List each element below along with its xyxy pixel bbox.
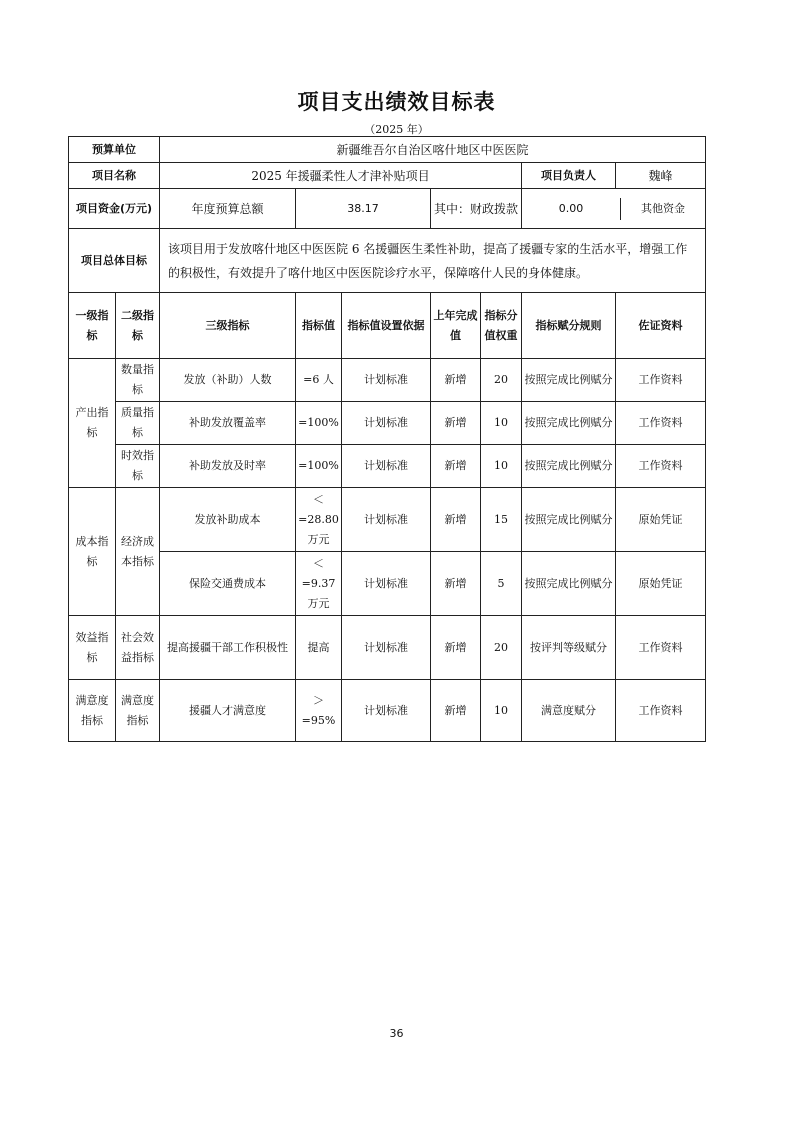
table-row: [69, 616, 706, 680]
evidence-cell: 工作资料: [616, 445, 706, 488]
project-name-row: [69, 163, 706, 189]
group-output: 产出指标: [69, 359, 116, 488]
group-cost: 成本指标: [69, 488, 116, 616]
rule-cell: 按评判等级赋分: [522, 616, 616, 680]
last-year-cell: 新增: [431, 359, 481, 402]
value-cell: =6 人: [296, 359, 342, 402]
performance-table: [68, 136, 706, 742]
indicator-cell: 补助发放及时率: [160, 445, 296, 488]
last-year-cell: 新增: [431, 680, 481, 742]
rule-cell: 满意度赋分: [522, 680, 616, 742]
subgroup-economic-cost: 经济成本指标: [116, 488, 160, 616]
indicator-cell: 援疆人才满意度: [160, 680, 296, 742]
value-cell: [296, 552, 342, 616]
weight-cell: 10: [481, 445, 522, 488]
indicator-cell: 发放补助成本: [160, 488, 296, 552]
rule-cell: 按照完成比例赋分: [522, 402, 616, 445]
value-cell: [296, 488, 342, 552]
header-evidence: 佐证资料: [616, 293, 706, 359]
basis-cell: 计划标准: [342, 402, 431, 445]
rule-cell: 按照完成比例赋分: [522, 552, 616, 616]
header-rule: 指标赋分规则: [522, 293, 616, 359]
value-cell: =100%: [296, 402, 342, 445]
subgroup-timeliness: 时效指标: [116, 445, 160, 488]
table-row: [69, 402, 706, 445]
table-row: [69, 552, 706, 616]
header-basis: 指标值设置依据: [342, 293, 431, 359]
header-level3: 三级指标: [160, 293, 296, 359]
last-year-cell: 新增: [431, 552, 481, 616]
header-last-year: 上年完成值: [431, 293, 481, 359]
annual-budget-label: 年度预算总额: [160, 189, 296, 229]
table-row: [69, 359, 706, 402]
basis-cell: 计划标准: [342, 488, 431, 552]
indicator-cell: 补助发放覆盖率: [160, 402, 296, 445]
overall-goal-label: 项目总体目标: [69, 229, 160, 293]
weight-cell: 20: [481, 616, 522, 680]
fiscal-label: 其中：财政拨款: [431, 189, 522, 229]
rule-cell: 按照完成比例赋分: [522, 445, 616, 488]
weight-cell: 10: [481, 680, 522, 742]
last-year-cell: 新增: [431, 402, 481, 445]
indicator-cell: 保险交通费成本: [160, 552, 296, 616]
evidence-cell: 工作资料: [616, 680, 706, 742]
subgroup-social-benefit: 社会效益指标: [116, 616, 160, 680]
page-title: 项目支出绩效目标表: [297, 90, 496, 114]
weight-cell: 15: [481, 488, 522, 552]
rule-cell: 按照完成比例赋分: [522, 359, 616, 402]
year-label: （2025 年）: [364, 123, 429, 136]
header-value: 指标值: [296, 293, 342, 359]
group-benefit: 效益指标: [69, 616, 116, 680]
basis-cell: 计划标准: [342, 359, 431, 402]
value-symbol: ＜: [313, 492, 324, 506]
weight-cell: 20: [481, 359, 522, 402]
other-funds-label: 其他资金: [641, 201, 686, 215]
project-name-value: 2025 年援疆柔性人才津补贴项目: [160, 163, 522, 189]
evidence-cell: 原始凭证: [616, 488, 706, 552]
value-text: =95%: [301, 713, 336, 727]
value-cell: =100%: [296, 445, 342, 488]
evidence-cell: 工作资料: [616, 402, 706, 445]
header-level1: 一级指标: [69, 293, 116, 359]
subgroup-quantity: 数量指标: [116, 359, 160, 402]
unit-value: 新疆维吾尔自治区喀什地区中医医院: [160, 137, 706, 163]
evidence-cell: 工作资料: [616, 359, 706, 402]
unit-label: 预算单位: [69, 137, 160, 163]
value-symbol: ＜: [313, 556, 324, 570]
weight-cell: 10: [481, 402, 522, 445]
funds-row: [69, 189, 706, 229]
evidence-cell: 原始凭证: [616, 552, 706, 616]
project-name-label: 项目名称: [69, 163, 160, 189]
page-number: 36: [389, 1027, 404, 1040]
header-weight: 指标分值权重: [481, 293, 522, 359]
value-text: =28.80 万元: [298, 512, 339, 546]
basis-cell: 计划标准: [342, 445, 431, 488]
table-row: [69, 680, 706, 742]
header-row: [69, 293, 706, 359]
last-year-cell: 新增: [431, 445, 481, 488]
header-level2: 二级指标: [116, 293, 160, 359]
value-symbol: ＞: [313, 693, 324, 707]
funds-label: 项目资金(万元): [69, 189, 160, 229]
table-row: [69, 445, 706, 488]
basis-cell: 计划标准: [342, 680, 431, 742]
value-cell: [296, 680, 342, 742]
value-text: =9.37 万元: [301, 576, 336, 610]
group-satisfaction: 满意度指标: [69, 680, 116, 742]
unit-row: [69, 137, 706, 163]
weight-cell: 5: [481, 552, 522, 616]
overall-goal-value: 该项目用于发放喀什地区中医医院 6 名援疆医生柔性补助，提高了援疆专家的生活水平，增强工作的积极性，有效提升了喀什地区中医医院诊疗水平，保障喀什人民的身体健康。: [160, 229, 706, 293]
value-cell: 提高: [296, 616, 342, 680]
overall-goal-row: [69, 229, 706, 293]
annual-budget-value: 38.17: [296, 189, 431, 229]
rule-cell: 按照完成比例赋分: [522, 488, 616, 552]
last-year-cell: 新增: [431, 616, 481, 680]
leader-value: 魏峰: [616, 163, 706, 189]
subgroup-satisfaction: 满意度指标: [116, 680, 160, 742]
table-row: [69, 488, 706, 552]
subgroup-quality: 质量指标: [116, 402, 160, 445]
last-year-cell: 新增: [431, 488, 481, 552]
fiscal-value: 0.00: [522, 198, 621, 220]
indicator-cell: 发放（补助）人数: [160, 359, 296, 402]
evidence-cell: 工作资料: [616, 616, 706, 680]
leader-label: 项目负责人: [522, 163, 616, 189]
indicator-cell: 提高援疆干部工作积极性: [160, 616, 296, 680]
basis-cell: 计划标准: [342, 552, 431, 616]
basis-cell: 计划标准: [342, 616, 431, 680]
